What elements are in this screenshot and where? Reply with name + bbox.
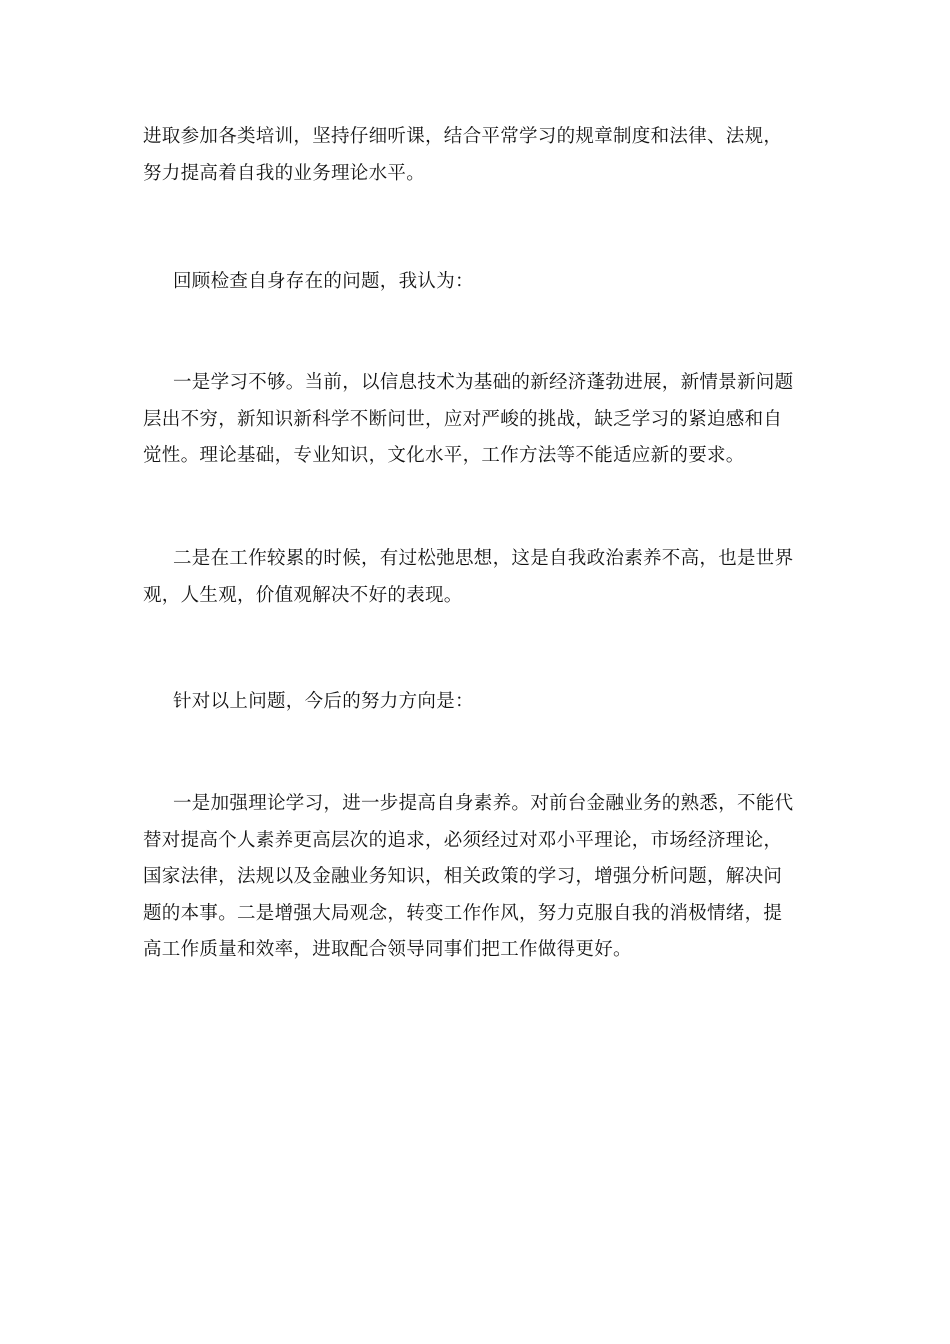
text-line: 回顾检查自身存在的问题，我认为： <box>173 271 474 292</box>
text-line: 题的本事。二是增强大局观念，转变工作作风，努力克服自我的消极情绪，提 <box>143 902 783 924</box>
text-line: 一是学习不够。当前，以信息技术为基础的新经济蓬勃进展，新情景新问题 <box>173 372 794 393</box>
text-line: 二是在工作较累的时候，有过松弛思想，这是自我政治素养不高，也是世界 <box>173 548 794 569</box>
text-line: 高工作质量和效率，进取配合领导同事们把工作做得更好。 <box>143 939 632 960</box>
paragraph-problem-two <box>143 541 811 614</box>
text-line: 进取参加各类培训，坚持仔细听课，结合平常学习的规章制度和法律、法规， <box>143 126 783 147</box>
paragraph-problem-one <box>143 365 811 475</box>
text-line: 国家法律，法规以及金融业务知识，相关政策的学习，增强分析问题，解决问 <box>143 866 783 887</box>
paragraph-training <box>143 119 811 192</box>
paragraph-review-intro <box>143 264 811 301</box>
text-line: 一是加强理论学习，进一步提高自身素养。对前台金融业务的熟悉，不能代 <box>173 793 794 814</box>
paragraph-direction-intro <box>143 684 811 721</box>
paragraph-direction-detail <box>143 786 811 969</box>
text-line: 替对提高个人素养更高层次的追求，必须经过对邓小平理论，市场经济理论， <box>143 829 783 851</box>
text-line: 观，人生观，价值观解决不好的表现。 <box>143 584 463 606</box>
text-line: 努力提高着自我的业务理论水平。 <box>143 162 426 184</box>
text-line: 针对以上问题，今后的努力方向是： <box>173 691 474 712</box>
text-line: 层出不穷，新知识新科学不断问世，应对严峻的挑战，缺乏学习的紧迫感和自 <box>143 408 783 430</box>
text-line: 觉性。理论基础，专业知识，文化水平，工作方法等不能适应新的要求。 <box>143 445 745 466</box>
